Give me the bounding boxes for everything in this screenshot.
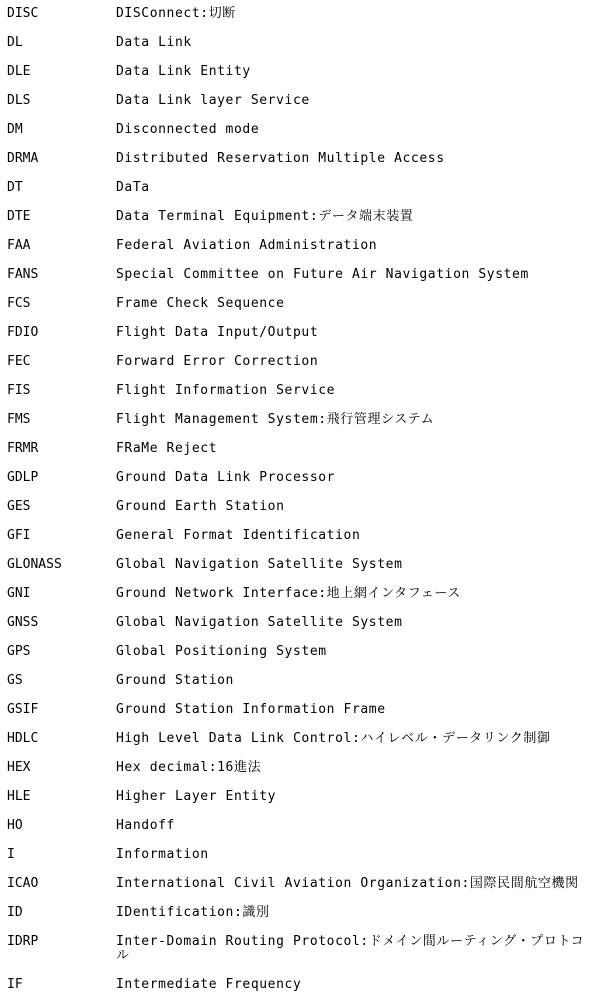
abbreviation: GDLP xyxy=(7,470,39,485)
abbreviation: FEC xyxy=(7,354,31,369)
glossary-entry xyxy=(0,732,600,746)
glossary-entry xyxy=(0,123,600,137)
abbreviation: FDIO xyxy=(7,325,39,340)
glossary-entry xyxy=(0,268,600,282)
glossary-entry xyxy=(0,587,600,601)
glossary-entry xyxy=(0,790,600,804)
definition: Handoff xyxy=(116,818,175,833)
abbreviation: GES xyxy=(7,499,31,514)
glossary-entry xyxy=(0,181,600,195)
glossary-entry xyxy=(0,674,600,688)
definition: Ground Network Interface:地上網インタフェース xyxy=(116,586,461,601)
definition: Information xyxy=(116,847,209,862)
glossary-entry xyxy=(0,471,600,485)
abbreviation: HLE xyxy=(7,789,31,804)
abbreviation: GFI xyxy=(7,528,31,543)
definition: DaTa xyxy=(116,180,150,195)
abbreviation: FRMR xyxy=(7,441,39,456)
abbreviation: IF xyxy=(7,977,23,992)
definition: Ground Station Information Frame xyxy=(116,702,386,717)
abbreviation: FMS xyxy=(7,412,31,427)
definition: Ground Station xyxy=(116,673,234,688)
abbreviation: DRMA xyxy=(7,151,39,166)
glossary-entry xyxy=(0,413,600,427)
abbreviation: DTE xyxy=(7,209,31,224)
glossary-entry xyxy=(0,7,600,21)
definition: Higher Layer Entity xyxy=(116,789,277,804)
abbreviation: ID xyxy=(7,905,23,920)
definition: Distributed Reservation Multiple Access xyxy=(116,151,445,166)
definition: Ground Data Link Processor xyxy=(116,470,336,485)
abbreviation: DLS xyxy=(7,93,31,108)
definition: Inter-Domain Routing Protocol:ドメイン間ルーティング・プロトコル xyxy=(116,934,585,963)
glossary-entry xyxy=(0,848,600,862)
abbreviation: GLONASS xyxy=(7,557,62,572)
glossary-entry xyxy=(0,935,600,963)
abbreviation: GSIF xyxy=(7,702,39,717)
abbreviation: HDLC xyxy=(7,731,39,746)
definition: Data Link layer Service xyxy=(116,93,310,108)
definition: Data Terminal Equipment:データ端末装置 xyxy=(116,209,414,224)
glossary-entry xyxy=(0,355,600,369)
abbreviation: ICAO xyxy=(7,876,39,891)
abbreviation: DT xyxy=(7,180,23,195)
definition: Global Navigation Satellite System xyxy=(116,615,403,630)
glossary-entry xyxy=(0,94,600,108)
definition: General Format Identification xyxy=(116,528,361,543)
abbreviation: FAA xyxy=(7,238,31,253)
abbreviation: FCS xyxy=(7,296,31,311)
abbreviation: HEX xyxy=(7,760,31,775)
glossary-entry xyxy=(0,877,600,891)
glossary-entry xyxy=(0,326,600,340)
abbreviation: DM xyxy=(7,122,23,137)
definition: Data Link Entity xyxy=(116,64,251,79)
glossary-entry xyxy=(0,616,600,630)
definition: Federal Aviation Administration xyxy=(116,238,378,253)
definition: Disconnected mode xyxy=(116,122,260,137)
abbreviation: GPS xyxy=(7,644,31,659)
abbreviation: FANS xyxy=(7,267,39,282)
abbreviation: DISC xyxy=(7,6,39,21)
abbreviation: GS xyxy=(7,673,23,688)
glossary-entry xyxy=(0,558,600,572)
glossary-entry xyxy=(0,152,600,166)
glossary-entry xyxy=(0,645,600,659)
definition: Flight Data Input/Output xyxy=(116,325,319,340)
glossary-entry xyxy=(0,761,600,775)
glossary-entry xyxy=(0,442,600,456)
definition: Intermediate Frequency xyxy=(116,977,302,992)
definition: Forward Error Correction xyxy=(116,354,319,369)
glossary-entry xyxy=(0,210,600,224)
glossary-entry xyxy=(0,529,600,543)
definition: Special Committee on Future Air Navigation System xyxy=(116,267,529,282)
abbreviation: HO xyxy=(7,818,23,833)
abbreviation: IDRP xyxy=(7,934,39,949)
abbreviation: FIS xyxy=(7,383,31,398)
definition: Flight Information Service xyxy=(116,383,336,398)
definition: Data Link xyxy=(116,35,192,50)
definition: International Civil Aviation Organization:国際民間航空機関 xyxy=(116,876,579,891)
definition: IDentification:識別 xyxy=(116,905,270,920)
definition: Flight Management System:飛行管理システム xyxy=(116,412,435,427)
abbreviation: DLE xyxy=(7,64,31,79)
definition: Frame Check Sequence xyxy=(116,296,285,311)
definition: Ground Earth Station xyxy=(116,499,285,514)
abbreviation: DL xyxy=(7,35,23,50)
glossary-entry xyxy=(0,978,600,992)
glossary-entry xyxy=(0,703,600,717)
glossary-entry xyxy=(0,65,600,79)
glossary-entry xyxy=(0,384,600,398)
abbreviation: I xyxy=(7,847,15,862)
abbreviation: GNI xyxy=(7,586,31,601)
definition: High Level Data Link Control:ハイレベル・データリンク制御 xyxy=(116,731,551,746)
abbreviation: GNSS xyxy=(7,615,39,630)
definition: Global Positioning System xyxy=(116,644,327,659)
glossary-entry xyxy=(0,819,600,833)
glossary-entry xyxy=(0,906,600,920)
definition: Global Navigation Satellite System xyxy=(116,557,403,572)
definition: Hex decimal:16進法 xyxy=(116,760,262,775)
definition: FRaMe Reject xyxy=(116,441,218,456)
glossary-entry xyxy=(0,239,600,253)
glossary-entry xyxy=(0,297,600,311)
definition: DISConnect:切断 xyxy=(116,6,236,21)
glossary-entry xyxy=(0,36,600,50)
glossary-entry xyxy=(0,500,600,514)
